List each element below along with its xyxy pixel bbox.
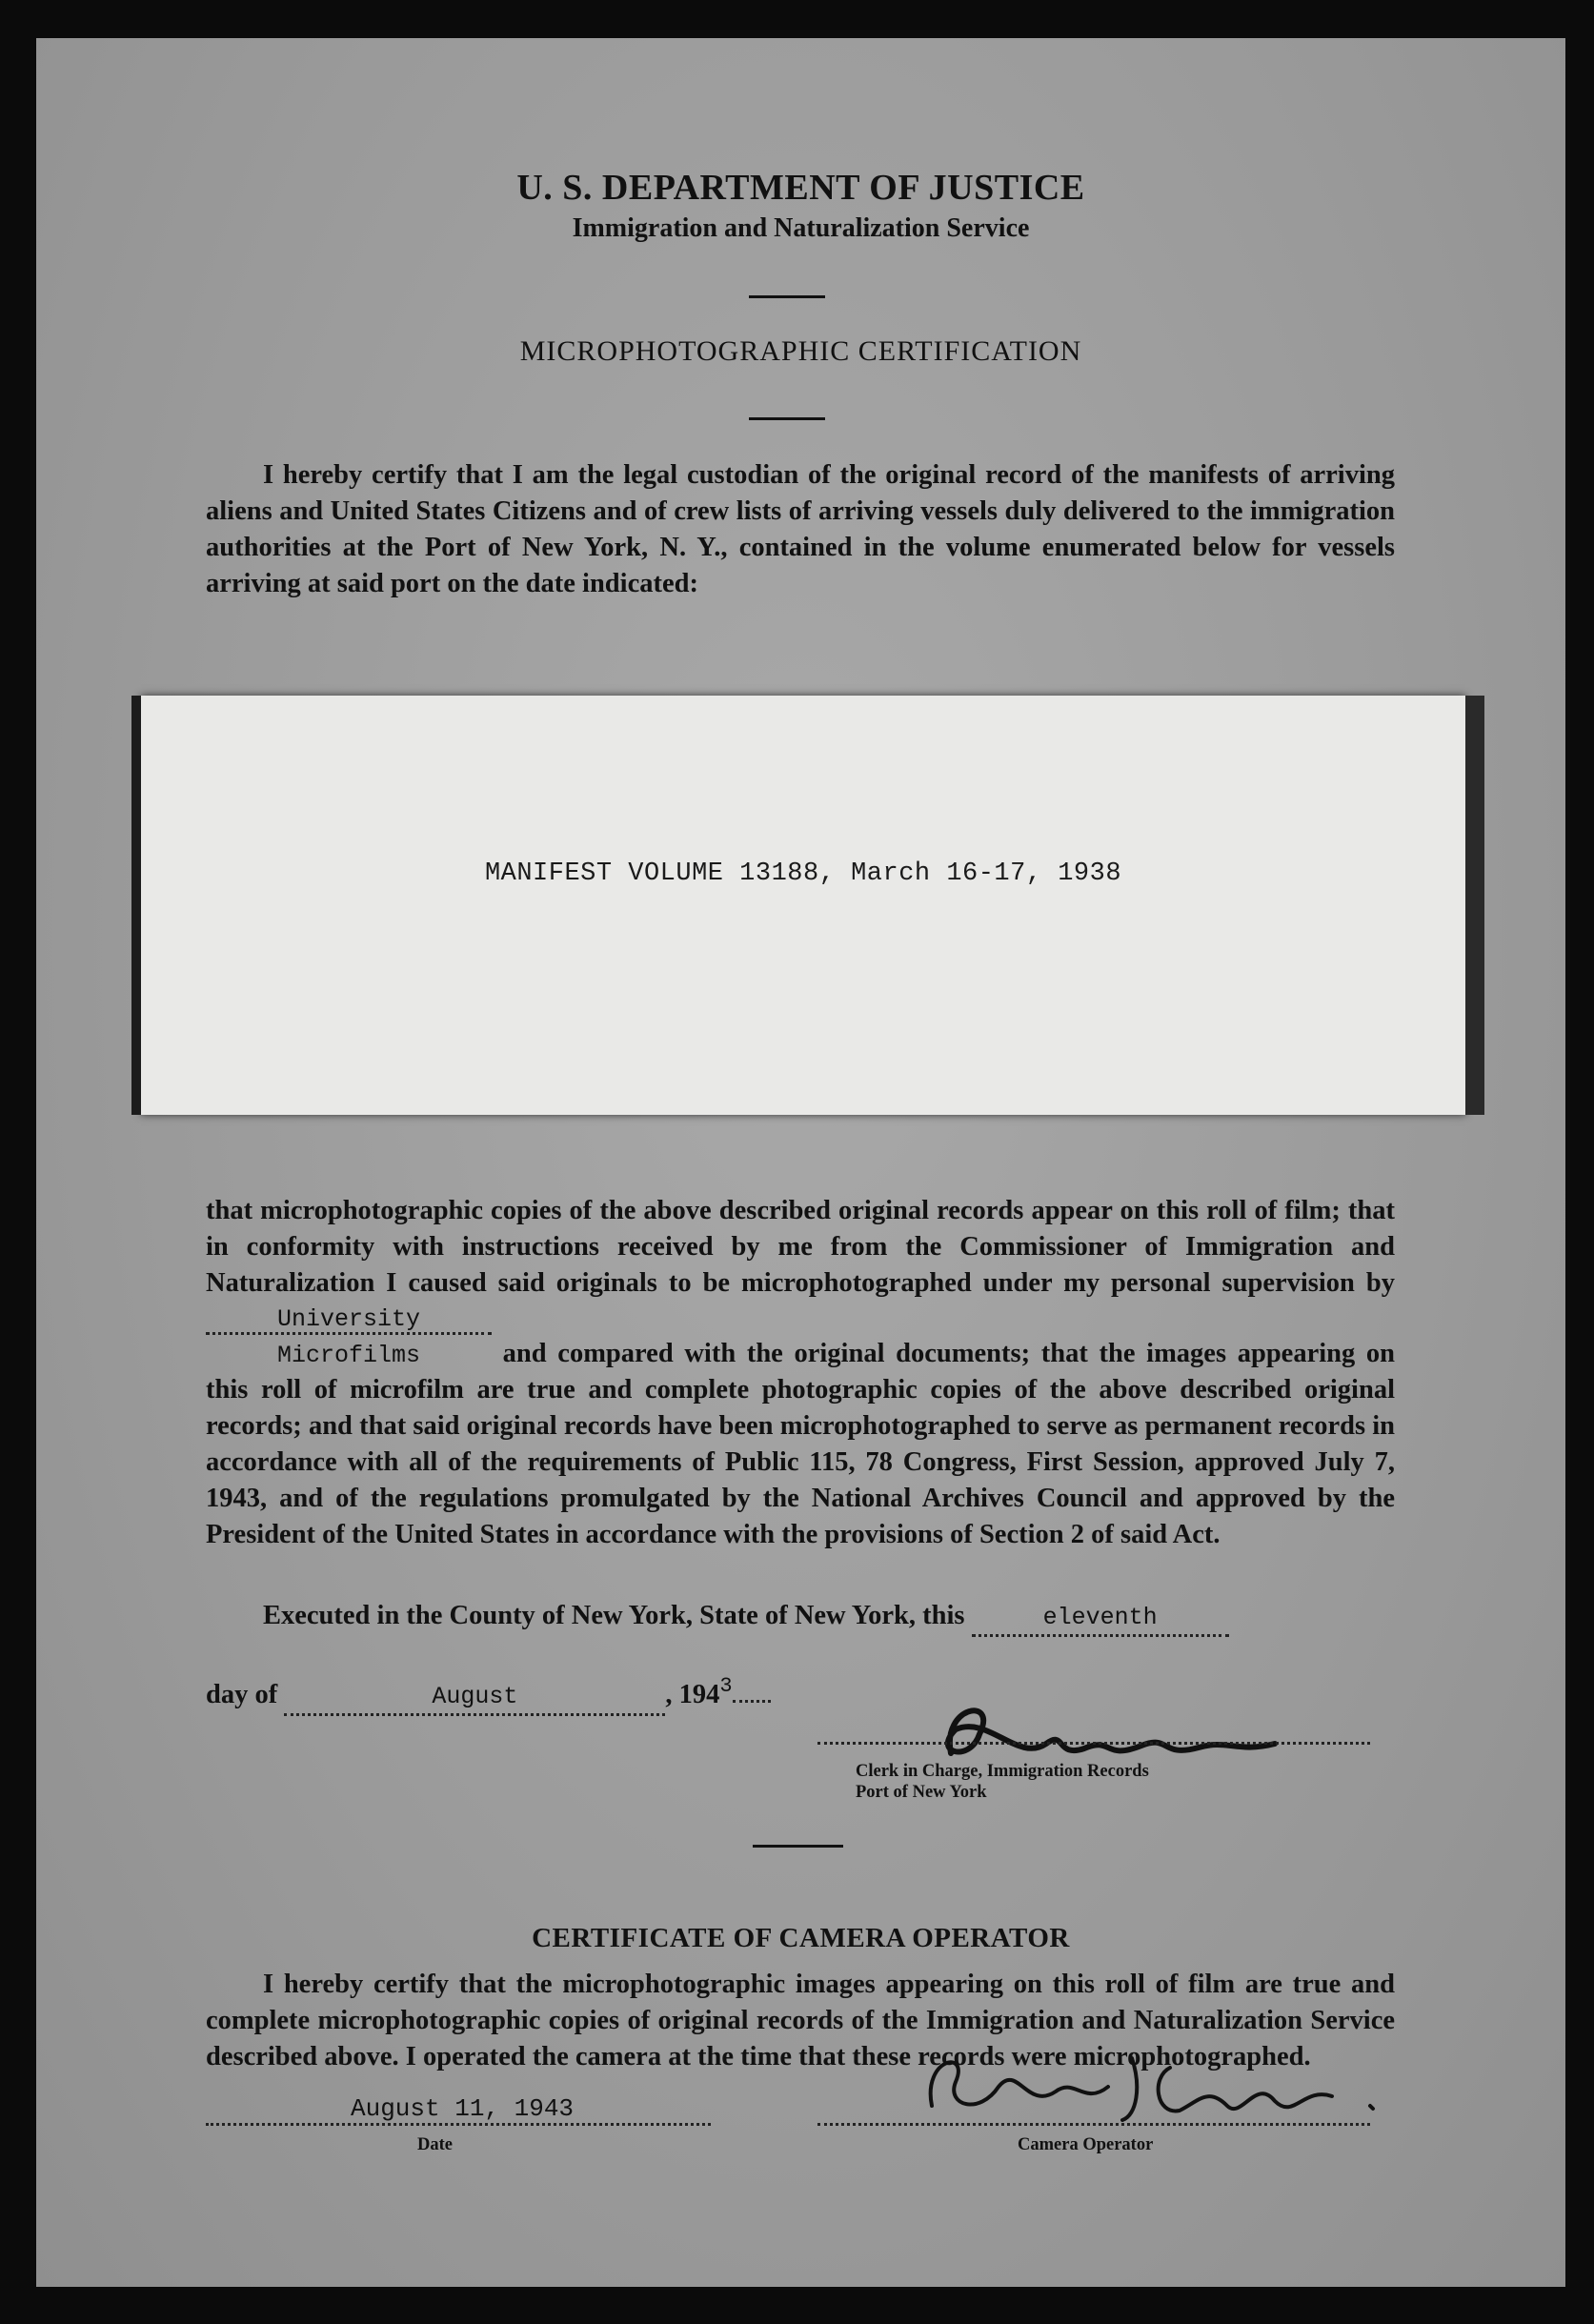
- camera-operator-signature: [913, 2039, 1408, 2134]
- service-subheading: Immigration and Naturalization Service: [572, 213, 1030, 243]
- camera-date-value: August 11, 1943: [351, 2094, 575, 2123]
- camera-certificate-title: CERTIFICATE OF CAMERA OPERATOR: [532, 1923, 1070, 1953]
- year-dots: [733, 1669, 771, 1703]
- photographer-field: University Microfilms: [206, 1302, 492, 1335]
- year-digit: 3: [719, 1674, 733, 1698]
- certification-title: MICROPHOTOGRAPHIC CERTIFICATION: [519, 335, 1082, 367]
- camera-operator-label: Camera Operator: [1018, 2135, 1154, 2154]
- body-text-part2: and compared with the original documents; that the images appearing on this roll of microfilm are true and complete photographic copies of the above described original records; and that said original records have been microphotographed to serve as permanent records in accordance with all of the requirements of Public 115, 78 Congress, First Session, approved July 7, 1943, and of the regulations promulgated by the National Archives Council and approved by the President of the United States in accordance with the provisions of Section 2 of said Act.: [206, 1339, 1396, 1549]
- executed-day-field: eleventh: [972, 1604, 1229, 1637]
- intro-paragraph: I hereby certify that I am the legal custodian of the original record of the manifests of arriving aliens and United States Citizens and of crew lists of arriving vessels duly delivered to the immigration authorities at the Port of New York, N. Y., contained in the volume enumerated below for vessels arriving at said port on the date indicated:: [206, 460, 1395, 598]
- manifest-volume-text: MANIFEST VOLUME 13188, March 16-17, 1938: [484, 859, 1122, 888]
- executed-line: [263, 1601, 1229, 1637]
- day-of-label: day of: [206, 1680, 278, 1709]
- date-label: Date: [417, 2135, 453, 2154]
- department-heading: U. S. DEPARTMENT OF JUSTICE: [516, 168, 1085, 208]
- date-line: [206, 2123, 711, 2126]
- year-prefix: , 194: [665, 1680, 720, 1709]
- divider: [753, 1845, 843, 1848]
- clerk-title: [856, 1761, 1149, 1803]
- camera-certificate-text: I hereby certify that the microphotographic images appearing on this roll of film are true and complete microphotographic copies of original records of the Immigration and Naturalization Service described above. I operated the camera at the time that these records were microphotographed.: [206, 1970, 1395, 2071]
- certificate-sheet: [36, 38, 1565, 2287]
- divider: [749, 417, 825, 420]
- executed-prefix: Executed in the County of New York, State of New York, this: [263, 1601, 965, 1630]
- clerk-title-line2: Port of New York: [856, 1783, 987, 1802]
- month-field: August: [284, 1683, 665, 1716]
- manifest-slip: [141, 696, 1465, 1115]
- clerk-signature-line: [817, 1742, 1370, 1745]
- body-text-part1: that microphotographic copies of the above described original records appear on this roll of film; that in conformity with instructions received by me from the Commissioner of Immigration and Naturalization I caused said originals to be microphotographed under my personal supervision by: [206, 1196, 1395, 1298]
- day-of-line: [206, 1669, 771, 1716]
- clerk-title-line1: Clerk in Charge, Immigration Records: [856, 1762, 1149, 1781]
- body-paragraph: [206, 1193, 1395, 1553]
- divider: [749, 295, 825, 298]
- camera-operator-line: [817, 2123, 1370, 2126]
